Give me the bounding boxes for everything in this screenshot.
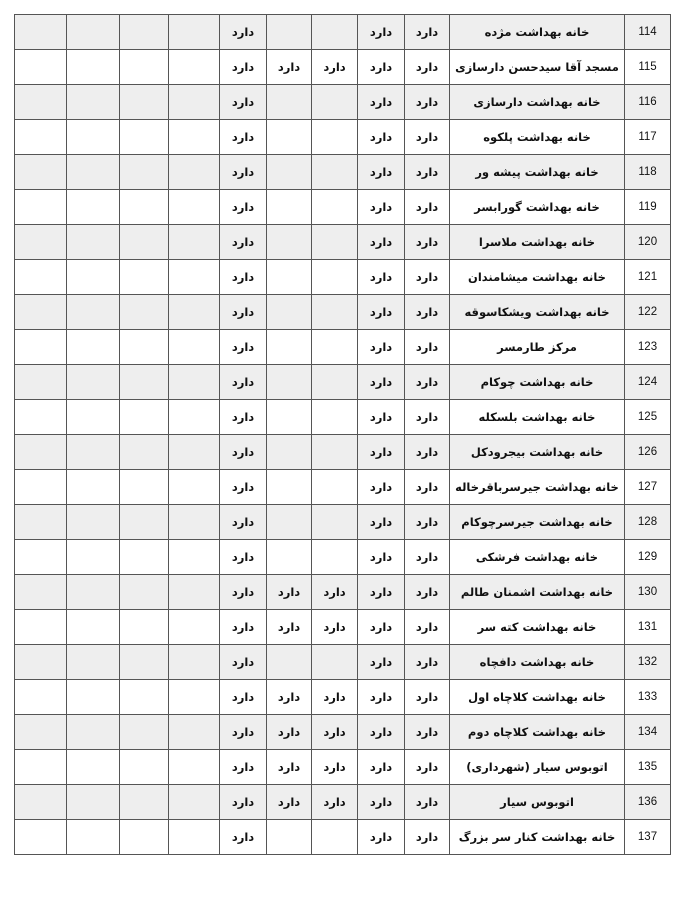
status-cell: دارد	[358, 85, 405, 120]
status-cell	[67, 330, 120, 365]
status-cell: دارد	[358, 505, 405, 540]
row-number-cell: 129	[625, 540, 671, 575]
status-cell	[267, 400, 312, 435]
status-cell: دارد	[405, 680, 450, 715]
status-cell: دارد	[405, 85, 450, 120]
status-cell	[15, 120, 67, 155]
status-cell: دارد	[220, 330, 267, 365]
row-number-cell: 137	[625, 820, 671, 855]
facility-name-cell: خانه بهداشت کلاچاه دوم	[450, 715, 625, 750]
status-cell: دارد	[405, 260, 450, 295]
status-cell	[15, 400, 67, 435]
status-cell	[15, 225, 67, 260]
status-cell: دارد	[358, 680, 405, 715]
status-cell	[267, 330, 312, 365]
status-cell	[169, 120, 220, 155]
status-cell: دارد	[405, 645, 450, 680]
status-cell	[169, 785, 220, 820]
status-cell	[267, 470, 312, 505]
status-cell	[67, 540, 120, 575]
status-cell	[15, 190, 67, 225]
status-cell	[120, 225, 169, 260]
row-number-cell: 115	[625, 50, 671, 85]
status-cell: دارد	[358, 365, 405, 400]
status-cell	[15, 820, 67, 855]
status-cell	[169, 365, 220, 400]
status-cell: دارد	[312, 680, 358, 715]
status-cell: دارد	[358, 190, 405, 225]
status-cell	[267, 295, 312, 330]
facility-name-cell: خانه بهداشت چوکام	[450, 365, 625, 400]
status-cell: دارد	[220, 540, 267, 575]
status-cell	[120, 680, 169, 715]
status-cell: دارد	[220, 680, 267, 715]
status-cell: دارد	[405, 330, 450, 365]
status-cell	[67, 400, 120, 435]
status-cell: دارد	[358, 715, 405, 750]
table-row	[15, 645, 671, 680]
status-cell	[67, 155, 120, 190]
status-cell: دارد	[405, 820, 450, 855]
status-cell: دارد	[220, 610, 267, 645]
facility-name-cell: خانه بهداشت دافچاه	[450, 645, 625, 680]
facility-name-cell: خانه بهداشت کته سر	[450, 610, 625, 645]
status-cell	[312, 295, 358, 330]
table-row	[15, 680, 671, 715]
status-cell: دارد	[358, 435, 405, 470]
status-cell	[120, 505, 169, 540]
status-cell: دارد	[358, 750, 405, 785]
facility-name-cell: خانه بهداشت دارسازی	[450, 85, 625, 120]
status-cell	[169, 85, 220, 120]
document-page	[14, 14, 671, 855]
status-cell	[267, 190, 312, 225]
status-cell	[169, 470, 220, 505]
status-cell: دارد	[220, 750, 267, 785]
status-cell	[312, 645, 358, 680]
status-cell: دارد	[405, 50, 450, 85]
status-cell	[120, 260, 169, 295]
status-cell: دارد	[220, 50, 267, 85]
status-cell: دارد	[312, 785, 358, 820]
status-cell	[120, 435, 169, 470]
status-cell: دارد	[267, 785, 312, 820]
status-cell	[15, 540, 67, 575]
facility-name-cell: خانه بهداشت جیرسرباقرخاله	[450, 470, 625, 505]
status-cell	[169, 715, 220, 750]
status-cell: دارد	[312, 575, 358, 610]
status-cell: دارد	[220, 295, 267, 330]
status-cell	[267, 505, 312, 540]
status-cell: دارد	[312, 750, 358, 785]
status-cell	[169, 225, 220, 260]
status-cell	[312, 435, 358, 470]
status-cell	[15, 785, 67, 820]
status-cell: دارد	[405, 470, 450, 505]
status-cell	[15, 715, 67, 750]
table-row	[15, 295, 671, 330]
status-cell	[169, 680, 220, 715]
status-cell	[67, 785, 120, 820]
status-cell	[169, 645, 220, 680]
facility-name-cell: خانه بهداشت کلاچاه اول	[450, 680, 625, 715]
status-cell	[120, 470, 169, 505]
status-cell	[120, 295, 169, 330]
status-cell	[15, 330, 67, 365]
facility-name-cell: خانه بهداشت جیرسرچوکام	[450, 505, 625, 540]
status-cell	[15, 15, 67, 50]
status-cell	[67, 120, 120, 155]
status-cell	[267, 155, 312, 190]
status-cell	[169, 750, 220, 785]
table-row	[15, 120, 671, 155]
status-cell: دارد	[358, 470, 405, 505]
status-cell: دارد	[358, 155, 405, 190]
status-cell: دارد	[405, 505, 450, 540]
status-cell	[169, 260, 220, 295]
facility-name-cell: خانه بهداشت پیشه ور	[450, 155, 625, 190]
status-cell	[312, 470, 358, 505]
status-cell: دارد	[358, 610, 405, 645]
status-cell	[67, 15, 120, 50]
status-cell	[15, 750, 67, 785]
status-cell	[312, 540, 358, 575]
status-cell	[67, 470, 120, 505]
status-cell	[67, 365, 120, 400]
table-row	[15, 785, 671, 820]
status-cell: دارد	[312, 610, 358, 645]
status-cell	[169, 610, 220, 645]
table-row	[15, 505, 671, 540]
facility-name-cell: خانه بهداشت بیجرودکل	[450, 435, 625, 470]
status-cell	[312, 820, 358, 855]
row-number-cell: 135	[625, 750, 671, 785]
row-number-cell: 136	[625, 785, 671, 820]
status-cell: دارد	[220, 435, 267, 470]
status-cell: دارد	[220, 715, 267, 750]
status-cell	[15, 505, 67, 540]
status-cell	[312, 330, 358, 365]
row-number-cell: 121	[625, 260, 671, 295]
row-number-cell: 127	[625, 470, 671, 505]
status-cell	[312, 505, 358, 540]
status-cell	[120, 400, 169, 435]
status-cell	[169, 505, 220, 540]
status-cell: دارد	[405, 365, 450, 400]
status-cell: دارد	[220, 190, 267, 225]
status-cell: دارد	[405, 190, 450, 225]
status-cell: دارد	[405, 715, 450, 750]
status-cell: دارد	[358, 260, 405, 295]
facility-name-cell: خانه بهداشت میشامندان	[450, 260, 625, 295]
table-row	[15, 610, 671, 645]
status-cell	[15, 470, 67, 505]
status-cell: دارد	[358, 15, 405, 50]
status-cell	[15, 680, 67, 715]
status-cell	[67, 575, 120, 610]
status-cell: دارد	[220, 400, 267, 435]
status-cell	[267, 120, 312, 155]
status-cell: دارد	[405, 400, 450, 435]
status-cell	[67, 435, 120, 470]
status-cell	[120, 120, 169, 155]
row-number-cell: 116	[625, 85, 671, 120]
status-cell	[67, 225, 120, 260]
status-cell: دارد	[267, 575, 312, 610]
status-cell	[312, 120, 358, 155]
status-cell	[120, 155, 169, 190]
status-cell	[169, 540, 220, 575]
status-cell: دارد	[405, 540, 450, 575]
status-cell	[169, 435, 220, 470]
table-body	[15, 15, 671, 855]
status-cell	[169, 820, 220, 855]
facility-name-cell: خانه بهداشت ملاسرا	[450, 225, 625, 260]
row-number-cell: 117	[625, 120, 671, 155]
facility-name-cell: خانه بهداشت کنار سر بزرگ	[450, 820, 625, 855]
status-cell	[120, 365, 169, 400]
status-cell: دارد	[267, 715, 312, 750]
table-row	[15, 155, 671, 190]
facility-name-cell: مسجد آقا سیدحسن دارسازی	[450, 50, 625, 85]
status-cell	[267, 225, 312, 260]
row-number-cell: 125	[625, 400, 671, 435]
status-cell	[15, 155, 67, 190]
status-cell	[169, 575, 220, 610]
row-number-cell: 122	[625, 295, 671, 330]
status-cell: دارد	[267, 610, 312, 645]
table-row	[15, 750, 671, 785]
status-cell	[120, 610, 169, 645]
facility-name-cell: خانه بهداشت بلسکله	[450, 400, 625, 435]
status-cell	[15, 575, 67, 610]
status-cell: دارد	[405, 120, 450, 155]
status-cell	[15, 610, 67, 645]
status-cell: دارد	[267, 50, 312, 85]
status-cell	[67, 750, 120, 785]
status-cell	[67, 260, 120, 295]
status-cell: دارد	[358, 785, 405, 820]
status-cell	[15, 435, 67, 470]
status-cell: دارد	[405, 575, 450, 610]
status-cell: دارد	[358, 400, 405, 435]
row-number-cell: 128	[625, 505, 671, 540]
status-cell: دارد	[220, 120, 267, 155]
status-cell: دارد	[405, 225, 450, 260]
table-row	[15, 540, 671, 575]
facility-name-cell: اتوبوس سیار	[450, 785, 625, 820]
table-row	[15, 820, 671, 855]
status-cell: دارد	[405, 435, 450, 470]
status-cell: دارد	[358, 225, 405, 260]
status-cell: دارد	[358, 50, 405, 85]
table-row	[15, 470, 671, 505]
status-cell	[267, 365, 312, 400]
status-cell: دارد	[220, 155, 267, 190]
status-cell	[67, 295, 120, 330]
table-row	[15, 50, 671, 85]
row-number-cell: 119	[625, 190, 671, 225]
facility-name-cell: خانه بهداشت مژده	[450, 15, 625, 50]
row-number-cell: 131	[625, 610, 671, 645]
facility-name-cell: اتوبوس سیار (شهرداری)	[450, 750, 625, 785]
status-cell	[267, 260, 312, 295]
status-cell: دارد	[358, 575, 405, 610]
status-cell: دارد	[220, 365, 267, 400]
status-cell	[267, 85, 312, 120]
status-cell: دارد	[220, 85, 267, 120]
status-cell: دارد	[220, 505, 267, 540]
status-cell: دارد	[267, 680, 312, 715]
status-cell	[169, 15, 220, 50]
status-cell	[169, 190, 220, 225]
facility-name-cell: خانه بهداشت اشمنان طالم	[450, 575, 625, 610]
status-cell: دارد	[405, 155, 450, 190]
table-row	[15, 85, 671, 120]
status-cell	[312, 365, 358, 400]
status-cell	[67, 610, 120, 645]
status-cell	[15, 85, 67, 120]
row-number-cell: 123	[625, 330, 671, 365]
table-row	[15, 400, 671, 435]
status-cell	[120, 15, 169, 50]
row-number-cell: 130	[625, 575, 671, 610]
status-cell	[67, 820, 120, 855]
table-row	[15, 225, 671, 260]
status-cell	[169, 295, 220, 330]
status-cell	[67, 645, 120, 680]
row-number-cell: 126	[625, 435, 671, 470]
status-cell	[312, 15, 358, 50]
facility-table	[14, 14, 671, 855]
row-number-cell: 114	[625, 15, 671, 50]
status-cell	[120, 540, 169, 575]
status-cell: دارد	[267, 750, 312, 785]
facility-name-cell: خانه بهداشت گورابسر	[450, 190, 625, 225]
status-cell: دارد	[405, 295, 450, 330]
table-row	[15, 190, 671, 225]
status-cell	[312, 225, 358, 260]
status-cell: دارد	[220, 820, 267, 855]
facility-name-cell: خانه بهداشت ویشکاسوقه	[450, 295, 625, 330]
status-cell	[312, 190, 358, 225]
status-cell: دارد	[220, 645, 267, 680]
status-cell	[120, 645, 169, 680]
status-cell	[312, 155, 358, 190]
table-row	[15, 15, 671, 50]
status-cell	[312, 400, 358, 435]
status-cell	[67, 680, 120, 715]
table-row	[15, 575, 671, 610]
status-cell: دارد	[405, 15, 450, 50]
table-row	[15, 715, 671, 750]
status-cell	[312, 85, 358, 120]
status-cell: دارد	[312, 50, 358, 85]
facility-name-cell: مرکز طارمسر	[450, 330, 625, 365]
status-cell	[120, 50, 169, 85]
status-cell	[120, 330, 169, 365]
status-cell: دارد	[405, 750, 450, 785]
status-cell	[67, 190, 120, 225]
status-cell	[120, 190, 169, 225]
status-cell	[169, 400, 220, 435]
status-cell	[169, 155, 220, 190]
status-cell	[120, 85, 169, 120]
table-row	[15, 260, 671, 295]
facility-name-cell: خانه بهداشت فرشکی	[450, 540, 625, 575]
status-cell	[120, 575, 169, 610]
status-cell: دارد	[358, 645, 405, 680]
status-cell: دارد	[220, 470, 267, 505]
status-cell	[267, 820, 312, 855]
status-cell: دارد	[405, 785, 450, 820]
status-cell	[120, 785, 169, 820]
status-cell	[120, 750, 169, 785]
status-cell	[267, 15, 312, 50]
status-cell: دارد	[220, 260, 267, 295]
status-cell	[15, 365, 67, 400]
row-number-cell: 120	[625, 225, 671, 260]
status-cell	[169, 330, 220, 365]
table-row	[15, 435, 671, 470]
status-cell	[267, 540, 312, 575]
status-cell	[15, 295, 67, 330]
status-cell	[67, 85, 120, 120]
status-cell	[169, 50, 220, 85]
table-row	[15, 330, 671, 365]
row-number-cell: 118	[625, 155, 671, 190]
status-cell: دارد	[220, 15, 267, 50]
status-cell	[15, 645, 67, 680]
status-cell	[67, 715, 120, 750]
status-cell: دارد	[358, 540, 405, 575]
status-cell: دارد	[220, 225, 267, 260]
status-cell: دارد	[220, 785, 267, 820]
status-cell	[267, 435, 312, 470]
table-row	[15, 365, 671, 400]
status-cell	[120, 820, 169, 855]
status-cell	[120, 715, 169, 750]
status-cell	[67, 50, 120, 85]
status-cell: دارد	[358, 820, 405, 855]
status-cell	[67, 505, 120, 540]
status-cell	[312, 260, 358, 295]
status-cell	[267, 645, 312, 680]
row-number-cell: 132	[625, 645, 671, 680]
row-number-cell: 124	[625, 365, 671, 400]
status-cell: دارد	[358, 295, 405, 330]
status-cell: دارد	[220, 575, 267, 610]
row-number-cell: 133	[625, 680, 671, 715]
status-cell: دارد	[358, 330, 405, 365]
facility-name-cell: خانه بهداشت پلکوه	[450, 120, 625, 155]
status-cell	[15, 50, 67, 85]
status-cell: دارد	[312, 715, 358, 750]
status-cell	[15, 260, 67, 295]
row-number-cell: 134	[625, 715, 671, 750]
status-cell: دارد	[405, 610, 450, 645]
status-cell: دارد	[358, 120, 405, 155]
